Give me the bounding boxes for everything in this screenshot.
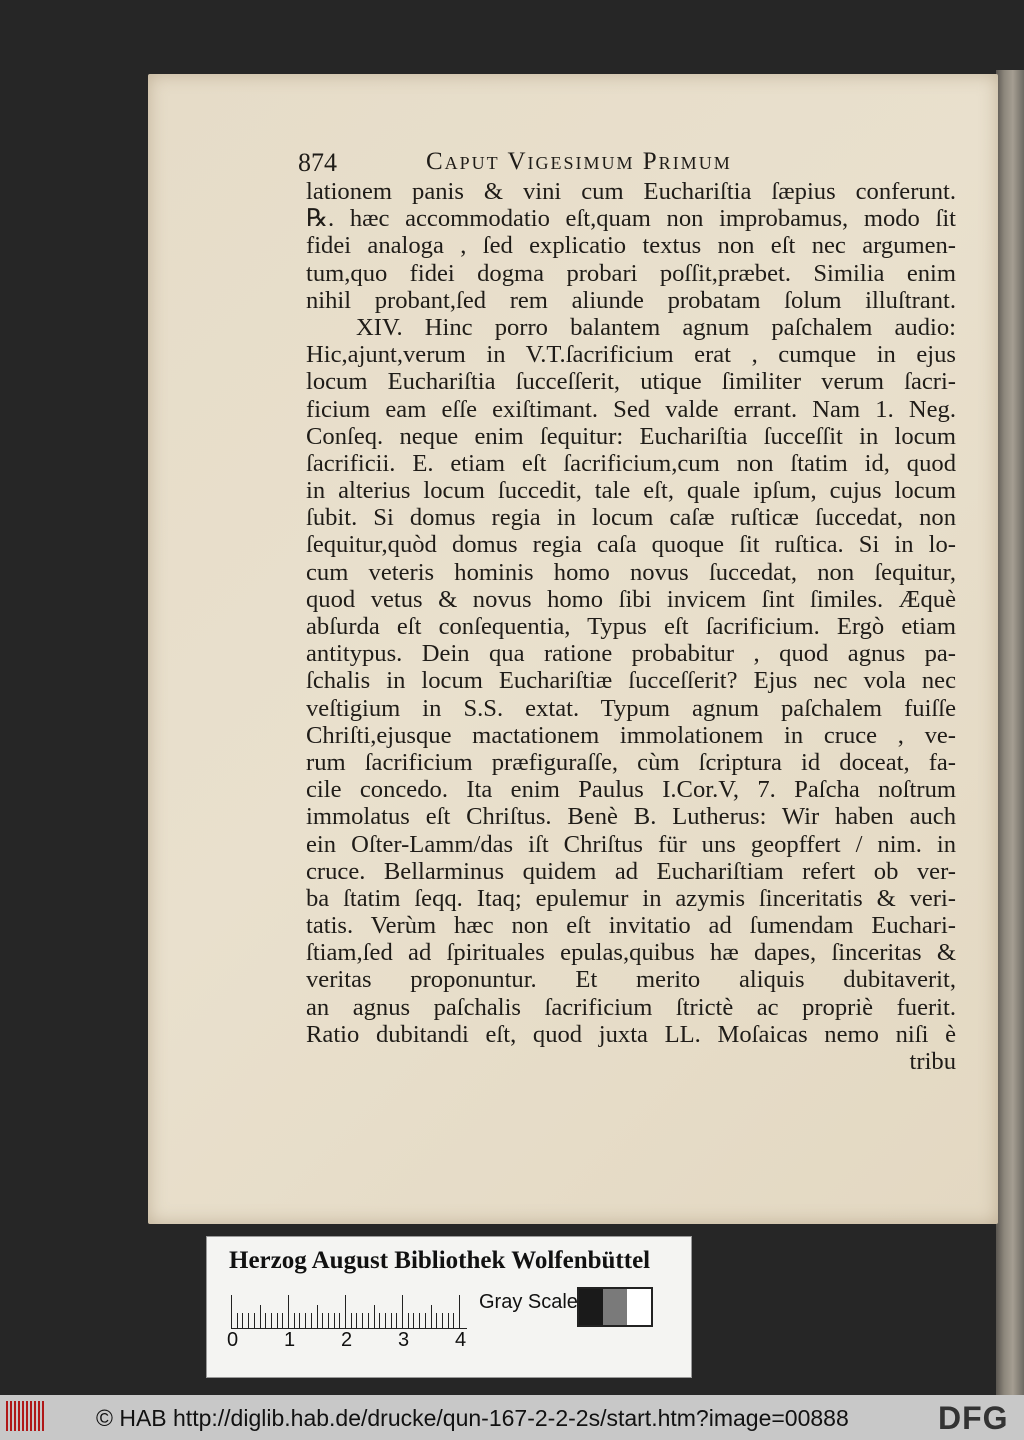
ruler-number: 4 <box>455 1329 467 1351</box>
text-line: cile concedo. Ita enim Paulus I.Cor.V, 7. Paſcha noſtrum <box>306 776 956 804</box>
ruler-number: 0 <box>227 1329 239 1351</box>
text-line: antitypus. Dein qua ratione probabitur , quod agnus pa- <box>306 640 956 668</box>
ruler-tick <box>448 1313 449 1329</box>
grayscale-label: Gray Scale <box>479 1291 578 1313</box>
ruler-tick <box>425 1313 426 1329</box>
ruler-tick <box>356 1313 357 1329</box>
text-line: rum ſacrificium præfiguraſſe, cùm ſcriptura id doceat, fa- <box>306 748 956 776</box>
library-label-card <box>206 1236 692 1378</box>
text-line: Hic,ajunt,verum in V.T.ſacrificium erat , cumque in ejus <box>306 341 956 369</box>
ruler-tick <box>396 1313 397 1329</box>
ruler-tick <box>413 1313 414 1329</box>
ruler-tick <box>431 1305 432 1329</box>
ruler-tick <box>265 1313 266 1329</box>
ruler-tick <box>368 1313 369 1329</box>
ruler-tick <box>299 1313 300 1329</box>
text-line: ſubit. Si domus regia in locum caſæ ruſticæ ſuccedat, non <box>306 504 956 532</box>
page-header <box>298 148 958 182</box>
page-text <box>306 178 956 1075</box>
page-number: 874 <box>298 148 337 177</box>
ruler-tick <box>242 1313 243 1329</box>
ruler-tick <box>311 1313 312 1329</box>
ruler-tick <box>260 1305 261 1329</box>
grayscale-swatches <box>577 1287 653 1327</box>
ruler-tick <box>317 1305 318 1329</box>
text-line: cruce. Bellarminus quidem ad Euchariſtiam refert ob ver- <box>306 857 956 885</box>
ruler-tick <box>237 1313 238 1329</box>
ruler-tick <box>362 1313 363 1329</box>
dfg-logo: DFG <box>938 1400 1009 1436</box>
ruler-tick <box>231 1295 232 1329</box>
text-line: cum veteris hominis homo novus ſuccedat, non ſequitur, <box>306 558 956 586</box>
text-line: ba ſtatim ſeqq. Itaq; epulemur in azymis ſinceritatis & veri- <box>306 884 956 912</box>
text-line: veſtigium in S.S. extat. Typum agnum paſchalem fuiſſe <box>306 694 956 722</box>
text-line: ſchalis in locum Euchariſtiæ ſucceſſerit? Ejus nec vola nec <box>306 667 956 695</box>
ruler-tick <box>339 1313 340 1329</box>
text-line: abſurda eſt conſequentia, Typus eſt ſacrificium. Ergò etiam <box>306 613 956 640</box>
running-head: Caput Vigesimum Primum <box>426 148 732 175</box>
ruler-number: 3 <box>398 1329 410 1351</box>
text-line: veritas proponuntur. Et merito aliquis dubitaverit, <box>306 966 956 994</box>
library-name: Herzog August Bibliothek Wolfenbüttel <box>229 1247 651 1274</box>
text-line: ſacrificii. E. etiam eſt ſacrificium,cum non ſtatim id, quod <box>306 449 956 477</box>
ruler-number: 1 <box>284 1329 296 1351</box>
swatch-dark <box>579 1289 603 1325</box>
text-line: ein Oſter-Lamm/das iſt Chriſtus für uns geopffert / nim. in <box>306 830 956 858</box>
swatch-light <box>627 1289 651 1325</box>
ruler-tick <box>305 1313 306 1329</box>
ruler-tick <box>408 1313 409 1329</box>
text-line: quod vetus & novus homo ſibi invicem ſint ſimiles. Æquè <box>306 585 956 613</box>
ruler-tick <box>351 1313 352 1329</box>
book-edge <box>996 70 1024 1395</box>
ruler-tick <box>459 1295 460 1329</box>
swatch-mid <box>603 1289 627 1325</box>
ruler-tick <box>282 1313 283 1329</box>
ruler-tick <box>436 1313 437 1329</box>
ruler-tick <box>374 1305 375 1329</box>
ruler-tick <box>391 1313 392 1329</box>
ruler-tick <box>379 1313 380 1329</box>
hab-logo-icon <box>6 1401 48 1433</box>
text-line: in alterius locum ſuccedit, tale eſt, quale ipſum, cujus locum <box>306 477 956 505</box>
text-line: XIV. Hinc porro balantem agnum paſchalem audio: <box>356 313 956 341</box>
measurement-ruler <box>231 1295 467 1329</box>
text-line: lationem panis & vini cum Euchariſtia ſæpius conferunt. <box>306 178 956 205</box>
text-line: ſequitur,quòd domus regia caſa quoque ſit ruſtica. Si in lo- <box>306 531 956 559</box>
ruler-tick <box>322 1313 323 1329</box>
ruler-tick <box>294 1313 295 1329</box>
ruler-tick <box>453 1313 454 1329</box>
text-line: tatis. Verùm hæc non eſt invitatio ad ſumendam Euchari- <box>306 912 956 940</box>
ruler-tick <box>271 1313 272 1329</box>
catchword: tribu <box>909 1048 956 1075</box>
text-line: locum Euchariſtia ſucceſſerit, utique ſimiliter verum ſacri- <box>306 368 956 396</box>
ruler-tick <box>277 1313 278 1329</box>
ruler-number: 2 <box>341 1329 353 1351</box>
ruler-tick <box>254 1313 255 1329</box>
ruler-tick <box>385 1313 386 1329</box>
ruler-tick <box>345 1295 346 1329</box>
text-line: ficium eam eſſe exiſtimant. Sed valde errant. Nam 1. Neg. <box>306 395 956 423</box>
ruler-tick <box>419 1313 420 1329</box>
ruler-tick <box>402 1295 403 1329</box>
copyright-link[interactable]: © HAB http://diglib.hab.de/drucke/qun-167-2-2-2s/start.htm?image=00888 <box>96 1405 849 1431</box>
text-line: nihil probant,ſed rem aliunde probatam ſolum illuſtrant. <box>306 286 956 314</box>
text-line: fidei analoga , ſed explicatio textus non eſt nec argumen- <box>306 232 956 260</box>
text-line: ſtiam,ſed ad ſpirituales epulas,quibus hæ dapes, ſinceritas & <box>306 939 956 967</box>
text-line: Conſeq. neque enim ſequitur: Euchariſtia ſucceſſit in locum <box>306 422 956 450</box>
text-line: immolatus eſt Chriſtus. Benè B. Lutherus: Wir haben auch <box>306 803 956 831</box>
ruler-tick <box>328 1313 329 1329</box>
text-line: tum,quo fidei dogma probari poſſit,præbet. Similia enim <box>306 259 956 287</box>
ruler-tick <box>288 1295 289 1329</box>
ruler-tick <box>248 1313 249 1329</box>
text-line: Chriſti,ejusque mactationem immolationem in cruce , ve- <box>306 721 956 749</box>
text-line: ℞. hæc accommodatio eſt,quam non improbamus, modo ſit <box>306 205 956 233</box>
text-line: Ratio dubitandi eſt, quod juxta LL. Moſaicas nemo niſi è <box>306 1020 956 1048</box>
ruler-tick <box>334 1313 335 1329</box>
ruler-tick <box>442 1313 443 1329</box>
text-line: an agnus paſchalis ſacrificium ſtrictè ac propriè fuerit. <box>306 993 956 1021</box>
